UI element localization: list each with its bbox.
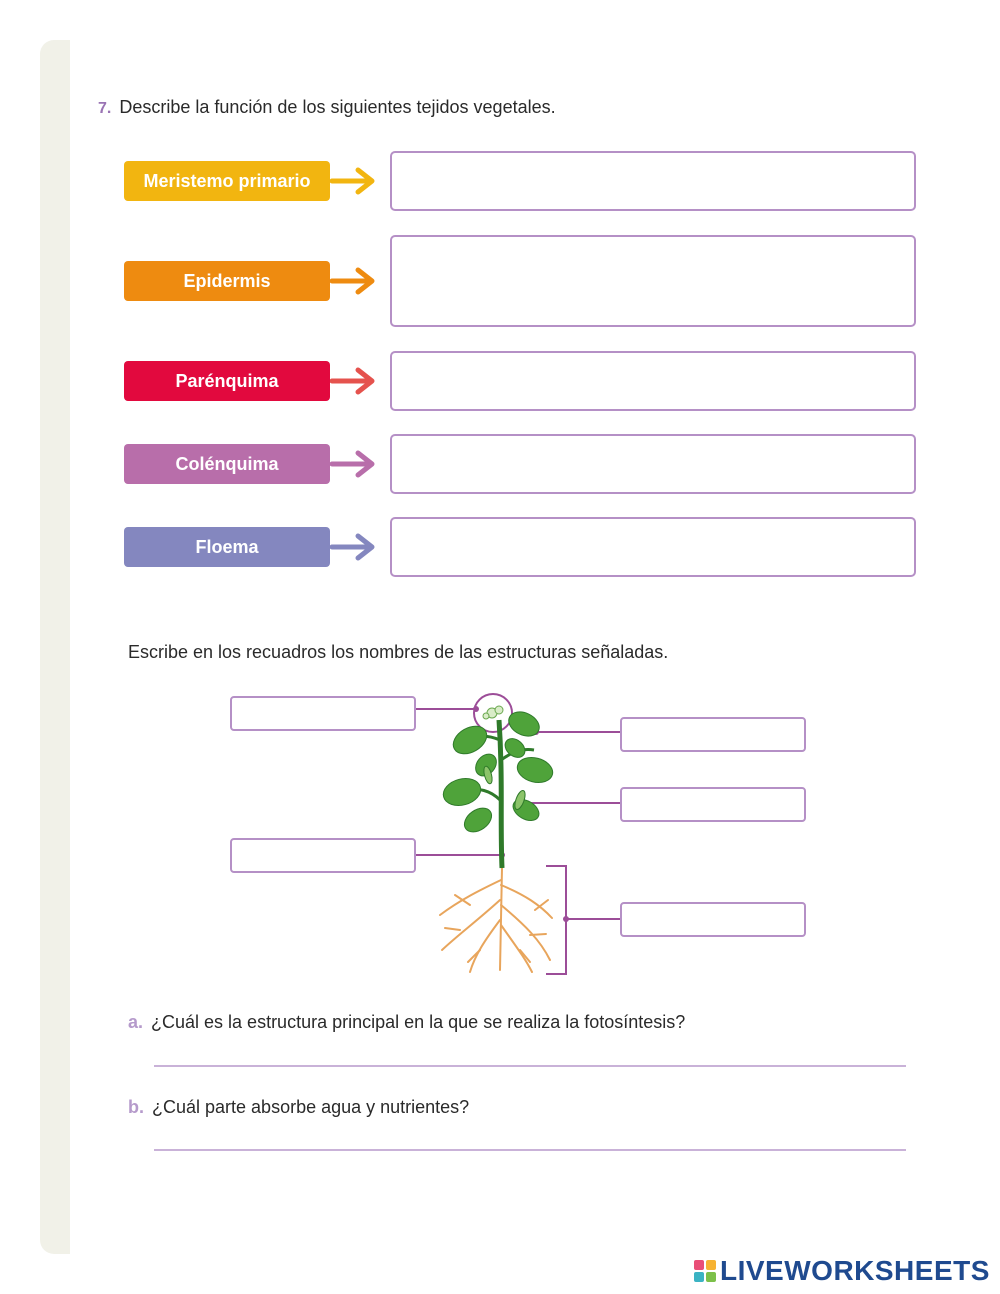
plant-label-box-stem[interactable] — [230, 838, 416, 873]
answer-line-b[interactable] — [154, 1149, 906, 1151]
answer-box-meristemo[interactable] — [390, 151, 916, 211]
sub-question-b — [128, 1097, 469, 1118]
brand-name: LIVEWORKSHEETS — [720, 1255, 990, 1286]
sub-question-letter: b. — [128, 1097, 144, 1117]
question-title — [98, 97, 556, 118]
arrow-right-icon — [330, 449, 378, 479]
arrow-right-icon — [330, 266, 378, 296]
answer-box-parenquima[interactable] — [390, 351, 916, 411]
answer-box-colenquima[interactable] — [390, 434, 916, 494]
arrow-right-icon — [330, 166, 378, 196]
tissue-label-meristemo: Meristemo primario — [124, 161, 330, 201]
answer-box-floema[interactable] — [390, 517, 916, 577]
question-number: 7. — [98, 100, 112, 117]
answer-box-epidermis[interactable] — [390, 235, 916, 327]
brand-watermark — [694, 1255, 990, 1287]
sub-question-text: ¿Cuál es la estructura principal en la que se realiza la fotosíntesis? — [151, 1012, 686, 1032]
page-margin-strip — [40, 40, 70, 1254]
plant-label-box-flower[interactable] — [230, 696, 416, 731]
sub-question-letter: a. — [128, 1012, 144, 1032]
plant-illustration — [420, 686, 820, 986]
sub-question-a — [128, 1012, 685, 1033]
question-text: Describe la función de los siguientes tejidos vegetales. — [119, 97, 556, 117]
tissue-label-epidermis: Epidermis — [124, 261, 330, 301]
arrow-right-icon — [330, 532, 378, 562]
liveworksheets-logo-icon — [694, 1260, 716, 1282]
sub-question-text: ¿Cuál parte absorbe agua y nutrientes? — [152, 1097, 470, 1117]
instruction-text: Escribe en los recuadros los nombres de las estructuras señaladas. — [128, 642, 669, 662]
arrow-right-icon — [330, 366, 378, 396]
answer-line-a[interactable] — [154, 1065, 906, 1067]
tissue-label-colenquima: Colénquima — [124, 444, 330, 484]
tissue-label-parenquima: Parénquima — [124, 361, 330, 401]
tissue-label-floema: Floema — [124, 527, 330, 567]
